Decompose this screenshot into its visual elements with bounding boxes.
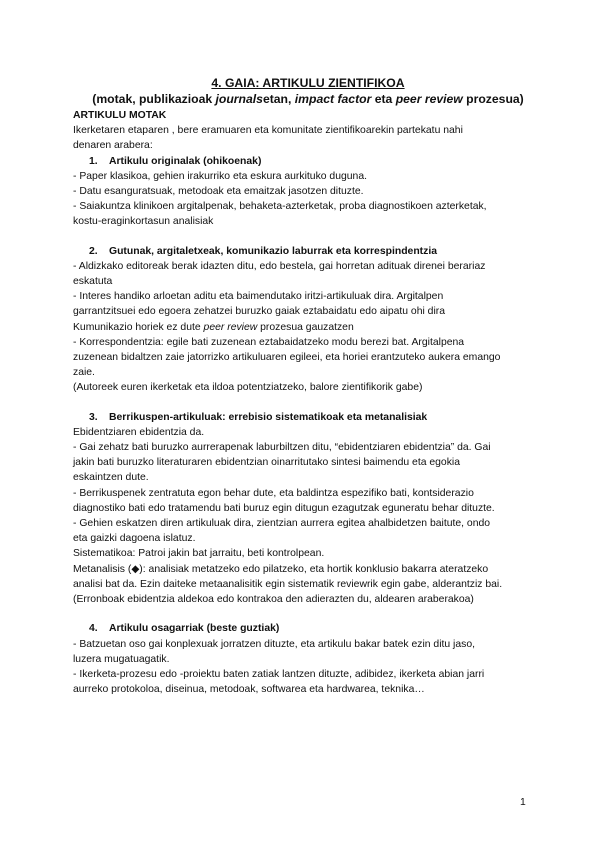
body-line: - Korrespondentzia: egile bati zuzenean eztabaidatzeko modu berezi bat. Argitalpena: [73, 336, 465, 348]
section-number: 2.: [89, 245, 98, 257]
intro-line: Ikerketaren etaparen , bere eramuaren eta komunitate zientifikoarekin partekatu nahi: [73, 125, 463, 137]
spacer: [73, 230, 543, 244]
body-line: diagnostiko bati edo tratamendu bati buruz egin ditugun ezagutzak eguneratu behar dituzte.: [73, 502, 495, 514]
spacer: [73, 396, 543, 410]
section-1-heading: [89, 154, 543, 169]
body-line: - Batzuetan oso gai konplexuak jorratzen dituzte, eta artikulu bakar batek ezin ditu jaso,: [73, 638, 476, 650]
body-line: garrantzitsuei edo egoera zehatzei buruzko gaiak eztabaidatu edo aipatu ohi dira: [73, 306, 446, 318]
body-line: eskatuta: [73, 276, 113, 288]
body-text: Kumunikazio horiek ez dute: [73, 321, 204, 333]
body-line: [73, 320, 543, 335]
subtitle-part: eta: [371, 92, 396, 106]
body-line: Sistematikoa: Patroi jakin bat jarraitu, beti kontrolpean.: [73, 548, 325, 560]
body-line: zuzenean bidaltzen zaie jatorrizko artikuluaren egileei, eta horiei erantzuteko aukera emango: [73, 352, 501, 364]
body-line: luzera mugatuagatik.: [73, 653, 170, 665]
body-line: eskaintzen dute.: [73, 472, 149, 484]
section-heading-motak: ARTIKULU MOTAK: [73, 110, 167, 121]
body-text: prozesua gauzatzen: [257, 321, 354, 333]
body-line: - Aldizkako editoreak berak idazten ditu, edo bestela, gai horretan adituak direnei berariaz: [73, 260, 486, 272]
body-line: - Gai zehatz bati buruzko aurrerapenak laburbiltzen ditu, “ebidentziaren ebidentzia” da. Gai: [73, 442, 491, 454]
body-line: eta gaizki dagoena islatuz.: [73, 533, 196, 545]
body-line: - Interes handiko arloetan aditu eta baimendutako iritzi-artikuluak dira. Argitalpen: [73, 291, 444, 303]
section-number: 4.: [89, 623, 98, 635]
body-line: zaie.: [73, 367, 95, 379]
section-4-heading: [89, 621, 543, 636]
page-number: 1: [520, 797, 526, 808]
section-3-heading: [89, 410, 543, 425]
body-line: aurreko protokoloa, diseinua, metodoak, softwarea eta hardwarea, teknika…: [73, 684, 425, 696]
section-title: Artikulu osagarriak (beste guztiak): [109, 623, 280, 635]
section-title: Gutunak, argitaletxeak, komunikazio laburrak eta korrespindentzia: [109, 245, 437, 257]
section-number: 3.: [89, 411, 98, 423]
body-line: Ebidentziaren ebidentzia da.: [73, 426, 205, 438]
section-2-heading: [89, 244, 543, 259]
spacer: [73, 607, 543, 621]
subtitle-journals: journals: [215, 92, 263, 106]
body-line: analisi bat da. Ezin daiteke metaanalisitik egin sistematik reviewrik egin gabe, alderantziz bai.: [73, 578, 503, 590]
subtitle-part: etan,: [262, 92, 295, 106]
section-title: Berrikuspen-artikuluak: errebisio sistematikoak eta metanalisiak: [109, 411, 428, 423]
subtitle-peer-review: peer review: [395, 92, 463, 106]
section-title: Artikulu originalak (ohikoenak): [109, 155, 262, 167]
subtitle-impact-factor: impact factor: [294, 92, 372, 106]
body-line: - Berrikuspenek zentratuta egon behar dute, eta baldintza espezifiko bati, kontsiderazio: [73, 487, 474, 499]
body-line: - Gehien eskatzen diren artikuluak dira, zientzian aurrera egitea ahalbidetzen baitute, ondo: [73, 518, 491, 530]
body-line: - Saiakuntza klinikoen argitalpenak, behaketa-azterketak, proba diagnostikoen azterketak,: [73, 201, 487, 213]
intro-line: denaren arabera:: [73, 140, 153, 152]
body-line: (Erronboak ebidentzia aldekoa edo kontrakoa den adierazten du, aldearen araberakoa): [73, 594, 474, 606]
body-line: jakin bati buruzko literaturaren ebidentzian oinarritutako sintesi baimendu eta egokia: [73, 457, 460, 469]
subtitle-part: (motak, publikazioak: [92, 92, 216, 106]
body-line: - Paper klasikoa, gehien irakurriko eta eskura aurkituko duguna.: [73, 170, 367, 182]
body-line: (Autoreek euren ikerketak eta ildoa potentziatzeko, balore zientifikorik gabe): [73, 382, 423, 394]
body-line: kostu-eraginkortasun analisiak: [73, 216, 214, 228]
document-body: [73, 76, 543, 697]
body-emphasis: peer review: [203, 321, 258, 333]
body-line: - Datu esanguratsuak, metodoak eta emaitzak jasotzen dituzte.: [73, 186, 364, 198]
document-title: 4. GAIA: ARTIKULU ZIENTIFIKOA: [211, 76, 405, 90]
section-number: 1.: [89, 155, 98, 167]
document-subtitle: [73, 91, 543, 108]
body-line: - Ikerketa-prozesu edo -proiektu baten zatiak lantzen dituzte, adibidez, ikerketa abian jarri: [73, 668, 485, 680]
body-line: Metanalisis (◆): analisiak metatzeko edo pilatzeko, eta hortik konklusio bakarra ateratzeko: [73, 563, 489, 575]
subtitle-part: prozesua): [462, 92, 524, 106]
